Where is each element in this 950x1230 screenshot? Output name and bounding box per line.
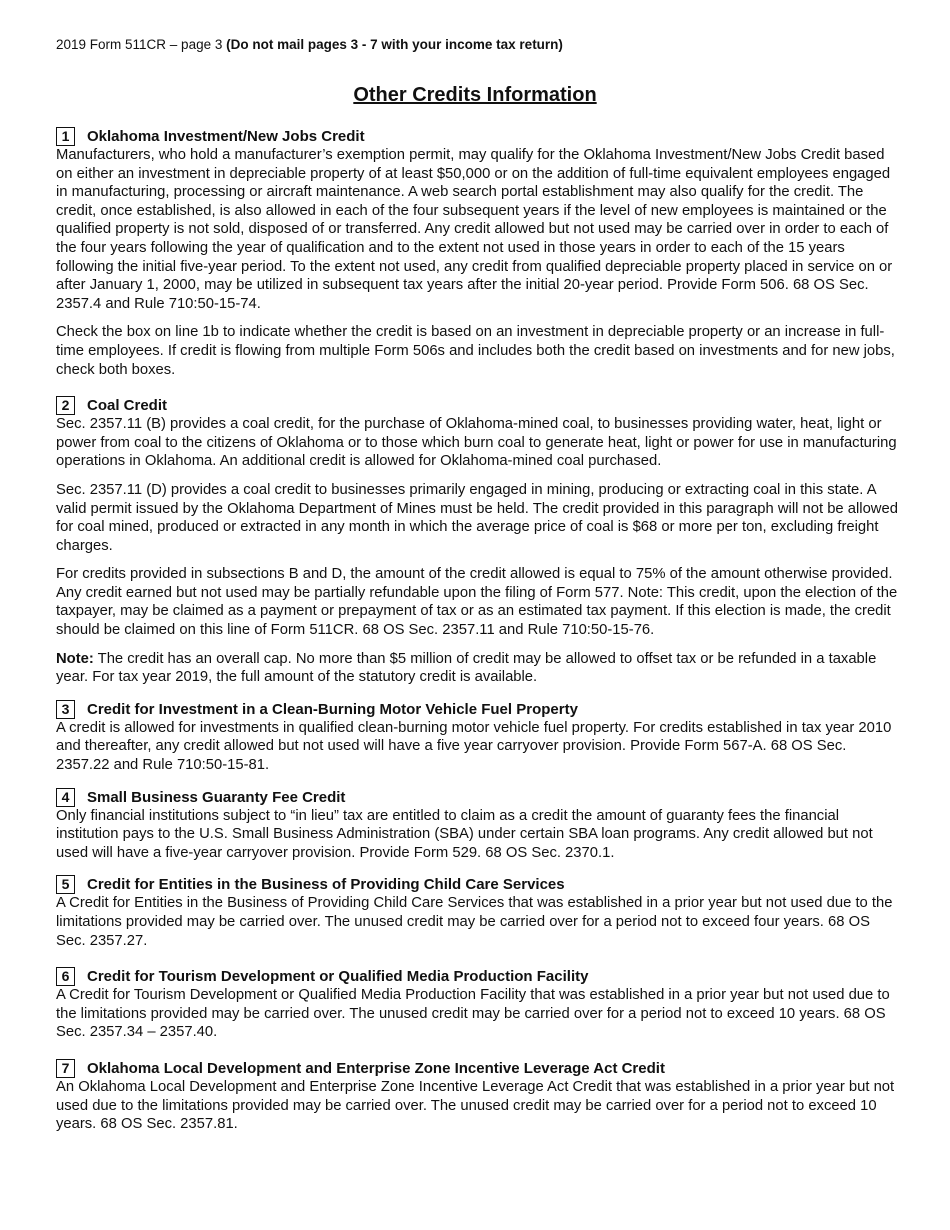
section-paragraph: A Credit for Tourism Development or Qualified Media Production Facility that was established in a prior year but not used due to the limitations provided may be carried over. The unused credit may be carried over for a period not to exceed 10 years. 68 OS Sec. 2357.34 – 2357.40. bbox=[56, 987, 890, 1041]
mailing-notice: (Do not mail pages 3 - 7 with your income tax return) bbox=[226, 37, 563, 52]
section-number-box: 4 bbox=[56, 788, 75, 807]
page-title: Other Credits Information bbox=[353, 84, 597, 106]
section-paragraph: Sec. 2357.11 (D) provides a coal credit to businesses primarily engaged in mining, producing or extracting coal in this state. A valid permit issued by the Oklahoma Department of Mines must be held. The credit provided in this paragraph will not be allowed for coal mined, produced or extracted in any month in which the average price of coal is $68 or more per ton, excluding freight charges. bbox=[56, 481, 898, 554]
section-number-box: 5 bbox=[56, 875, 75, 894]
section-small-business-guaranty-fee-credit bbox=[56, 785, 898, 863]
section-title: Credit for Investment in a Clean-Burning Motor Vehicle Fuel Property bbox=[87, 700, 578, 718]
section-number-box: 1 bbox=[56, 127, 75, 146]
section-heading bbox=[56, 393, 898, 415]
section-paragraph: For credits provided in subsections B and D, the amount of the credit allowed is equal to 75% of the amount otherwise provided. Any credit earned but not used may be partially refundable upon the filing of Form 577. Note: This credit, upon the election of the taxpayer, may be claimed as a payment or prepayment of tax or as an estimated tax payment. If this election is made, the credit should be claimed on this line of Form 511CR. 68 OS Sec. 2357.11 and Rule 710:50-15-76. bbox=[56, 566, 898, 639]
section-paragraph: An Oklahoma Local Development and Enterprise Zone Incentive Leverage Act Credit that was established in a prior year but not used due to the limitations provided may be carried over. The unused credit may be carried over for a period not to exceed 10 years. 68 OS Sec. 2357.81. bbox=[56, 1078, 895, 1133]
section-number-box: 2 bbox=[56, 396, 75, 415]
section-heading bbox=[56, 124, 898, 146]
section-number-box: 3 bbox=[56, 700, 75, 719]
section-paragraph: A credit is allowed for investments in qualified clean-burning motor vehicle fuel property. For credits established in tax year 2010 and thereafter, any credit allowed but not used will have a five year carryover provision. Provide Form 567-A. 68 OS Sec. 2357.22 and Rule 710:50-15-81. bbox=[56, 719, 892, 774]
section-heading bbox=[56, 1056, 898, 1078]
section-heading bbox=[56, 872, 898, 894]
note-text: The credit has an overall cap. No more than $5 million of credit may be allowed to offset tax or be refunded in a taxable year. For tax year 2019, the full amount of the statutory credit is available. bbox=[56, 650, 877, 686]
note-label: Note: bbox=[56, 650, 94, 667]
section-heading bbox=[56, 785, 898, 807]
section-clean-burning-fuel-credit bbox=[56, 697, 898, 775]
section-title: Credit for Entities in the Business of Providing Child Care Services bbox=[87, 876, 565, 894]
section-paragraph: Only financial institutions subject to “in lieu” tax are entitled to claim as a credit the amount of guaranty fees the financial institution pays to the U.S. Small Business Administration (SBA) under certain SBA loan programs. Any credit allowed but not used will have a five-year carryover provision. Provide Form 529. 68 OS Sec. 2370.1. bbox=[56, 807, 873, 861]
section-investment-new-jobs-credit bbox=[56, 124, 898, 379]
section-paragraph: Check the box on line 1b to indicate whether the credit is based on an investment in depreciable property or an increase in full-time employees. If credit is flowing from multiple Form 506s and includes both the credit based on investments and for new jobs, check both boxes. bbox=[56, 324, 895, 378]
section-title: Coal Credit bbox=[87, 397, 168, 415]
credits-content bbox=[56, 124, 898, 1144]
section-paragraph: Sec. 2357.11 (B) provides a coal credit, for the purchase of Oklahoma-mined coal, to businesses providing water, heat, light or power from coal to the citizens of Oklahoma or to those which burn coal to generate heat, light or power for use in manufacturing operations in Oklahoma. An additional credit is allowed for Oklahoma-mined coal purchased. bbox=[56, 416, 897, 470]
section-paragraph: Manufacturers, who hold a manufacturer’s exemption permit, may qualify for the Oklahoma Investment/New Jobs Credit based on either an investment in depreciable property of at least $50,000 or on the addition of full-time equivalent employees engaged in manufacturing, processing or aircraft maintenance. A web search portal establishment may also qualify for the credit. The credit, once established, is also allowed in each of the four subsequent years if the level of new employees is maintained or the qualified property is not sold, disposed of or transferred. Any credit allowed but not used may be carried over in order to each of the four years following the year of qualification and to the extent not used in those years in order to each of the 15 years following the initial five-year period. To the extent not used, any credit from qualified depreciable property placed in service on or after January 1, 2000, may be utilized in subsequent tax years after the initial 20-year period. Provide Form 506. 68 OS Sec. 2357.4 and Rule 710:50-15-74. bbox=[56, 147, 893, 312]
section-local-development-enterprise-zone-credit bbox=[56, 1056, 898, 1134]
section-heading bbox=[56, 697, 898, 719]
section-heading bbox=[56, 964, 898, 986]
section-child-care-services-credit bbox=[56, 872, 898, 950]
section-number-box: 6 bbox=[56, 967, 75, 986]
section-tourism-media-production-credit bbox=[56, 964, 898, 1042]
section-title: Small Business Guaranty Fee Credit bbox=[87, 788, 346, 806]
note-paragraph bbox=[56, 650, 898, 687]
section-coal-credit bbox=[56, 393, 898, 687]
section-number-box: 7 bbox=[56, 1059, 75, 1078]
section-title: Oklahoma Local Development and Enterprise Zone Incentive Leverage Act Credit bbox=[87, 1059, 665, 1077]
section-title: Oklahoma Investment/New Jobs Credit bbox=[87, 128, 365, 145]
page-header bbox=[56, 37, 563, 52]
section-title: Credit for Tourism Development or Qualified Media Production Facility bbox=[87, 968, 589, 986]
form-page-label: 2019 Form 511CR – page 3 bbox=[56, 37, 223, 52]
section-paragraph: A Credit for Entities in the Business of Providing Child Care Services that was established in a prior year but not used due to the limitations provided may be carried over. The unused credit may be carried over for a period not to exceed four years. 68 OS Sec. 2357.27. bbox=[56, 895, 893, 949]
